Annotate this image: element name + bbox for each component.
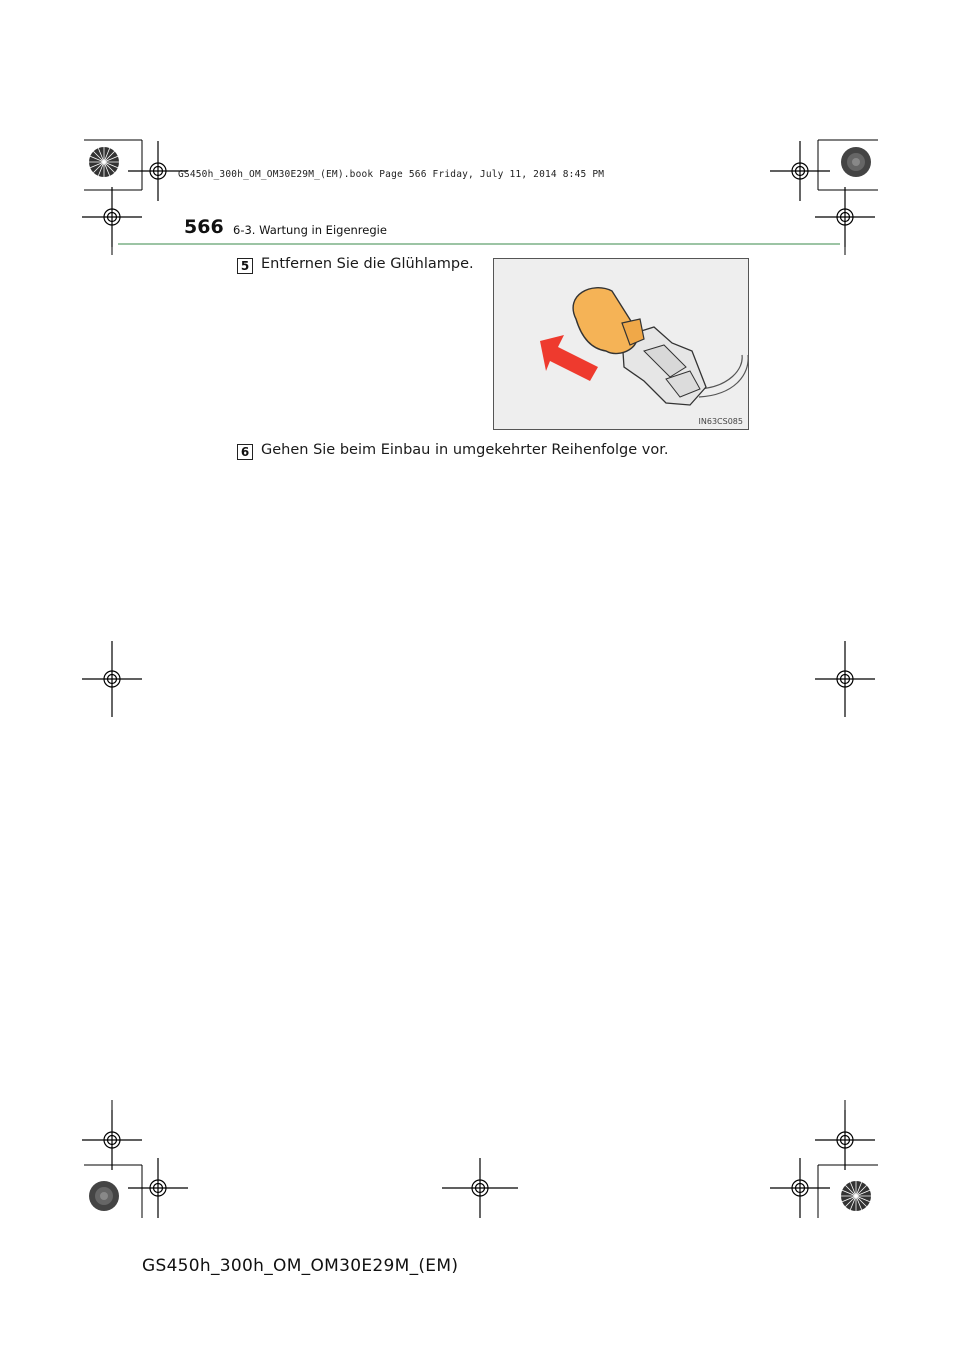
step-5-text: Entfernen Sie die Glühlampe. [261,256,474,272]
header-divider [118,243,840,245]
page-number: 566 [184,216,224,238]
figure-code: IN63CS085 [698,417,743,426]
bulb-illustration [494,259,748,429]
bulb-shape [573,288,644,354]
footer-code: GS450h_300h_OM_OM30E29M_(EM) [142,1256,459,1276]
step-6-badge: 6 [237,444,253,460]
section-title: 6-3. Wartung in Eigenregie [233,223,387,237]
book-stamp: GS450h_300h_OM_OM30E29M_(EM).book Page 566 Friday, July 11, 2014 8:45 PM [178,169,605,180]
step-5-badge: 5 [237,258,253,274]
bulb-removal-figure [493,258,749,430]
step-6-text: Gehen Sie beim Einbau in umgekehrter Reihenfolge vor. [261,442,669,458]
